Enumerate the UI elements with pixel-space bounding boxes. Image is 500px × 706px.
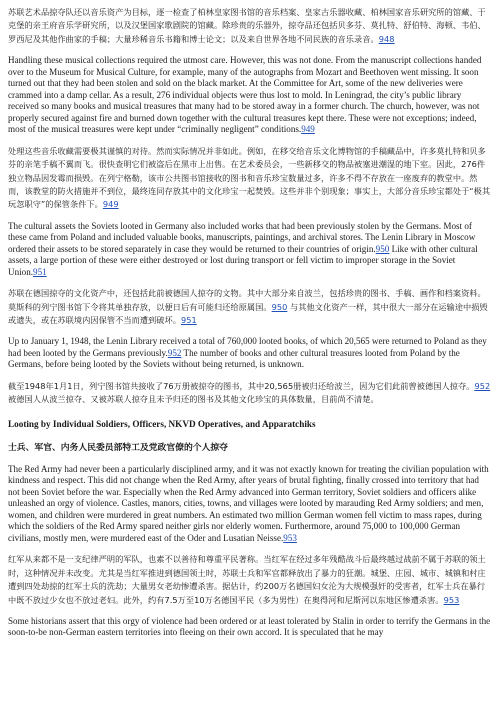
footnote-link[interactable]: 949 <box>301 124 315 135</box>
paragraph-zh-red-army <box>8 553 492 607</box>
footnote-link[interactable]: 951 <box>181 315 197 326</box>
paragraph-en-music-handling <box>8 55 492 136</box>
paragraph-text: 红军从来都不是一支纪律严明的军队，也素不以善待和尊重平民著称。当红军在经过多年残酷战斗后最终越过战前不属于苏联的领土时，这种情况并未改变。尤其是当红军推进到德国领土时，苏联士兵和军官都释放出了暴力的狂潮。城堡、庄园、城市、城镇和村庄遭到四处劫掠的红军士兵的洗劫；大量男女老幼惨遭杀害。据估计，约200万名德国妇女沦为大规模强奸的受害者，红军士兵在暴行中既不放过少女也不放过老妇。此外，约有7.5万至10万名德国平民（多为男性）在奥得河和尼斯河以东地区惨遭杀害。 <box>8 554 486 605</box>
footnote-link[interactable]: 951 <box>33 266 47 277</box>
footnote-link[interactable]: 953 <box>443 594 460 605</box>
paragraph-text: The Red Army had never been a particularly disciplined army, and it was not exactly known for treating the civilian population with kindness and respect. This did not change when the Red Army, after years of brutal fighting, finally crossed into territory that had not been Soviet before the war. Especially when the Red Army advanced into German territory, Soviet soldiers and officers alike unleashed an orgy of violence. Castles, manors, cities, towns, and villages were looted by marauding Red Army soldiers; and men, women, and children were murdered in great numbers. An estimated two million German women fell victim to mass rapes, during which the soldiers of the Red Army spared neither girls nor elderly women. Furthermore, around 75,000 to 100,000 German civilians, mostly men, were murdered east of the Oder and Lusatian Neisse. <box>8 463 489 543</box>
paragraph-text: 处理这些音乐收藏需要极其谨慎的对待。然而实际情况并非如此。例如，在移交给音乐文化博物馆的手稿藏品中，许多莫扎特和贝多芬的亲笔手稿不翼而飞。很快查明它们被盗后在黑市上出售。在艺术委员会，一些新移交的物品被塞进潮湿的地下室。因此，276件独立物品因发霉而损毁。在列宁格勒，该市公共图书馆接收的图书和音乐珍宝数量过多，许多不得不存放在一座废弃的教堂中。然而，该教堂的防火措施并不到位，最终连同存放其中的文化珍宝一起焚毁。这些并非个别现象；事实上，大部分音乐珍宝都处于“极其玩忽职守”的保管条件下。 <box>8 145 491 210</box>
paragraph-en-red-army <box>8 464 492 545</box>
section-heading-en: Looting by Individual Soldiers, Officers, NKVD Operatives, and Apparatchiks <box>8 418 316 429</box>
footnote-link[interactable]: 953 <box>283 532 297 543</box>
footnote-link[interactable]: 948 <box>378 33 395 44</box>
footnote-link[interactable]: 950 <box>375 243 390 254</box>
paragraph-en-lenin-library <box>8 336 492 371</box>
paragraph-text: The number of books and other cultural treasures looted from Poland by the Germans, before being looted by the Soviets without being returned, is unknown. <box>8 347 460 370</box>
paragraph-text: 苏联在德国掠夺的文化资产中，还包括此前被德国人掠夺的文物。其中大部分来自波兰，包括珍贵的图书、手稿、画作和档案资料。莫斯科的列宁图书馆下令将其单独存放，以便日后有可能归还给原属国。 <box>8 288 486 312</box>
paragraph-text: 苏联艺术品掠夺队还以音乐资产为目标，逐一检查了柏林皇家图书馆的音乐档案、皇家古乐器收藏、柏林国家音乐研究所的馆藏、于克堡的亲王府音乐学研究所，以及汉堡国家歌剧院的馆藏。除珍贵的乐器外，掠夺品还包括贝多芬、莫扎特、舒伯特、海顿、韦伯、罗西尼及其他作曲家的手稿；大量珍稀音乐书籍和博士论文；以及来自世界各地不同民族的音乐录音。 <box>8 7 486 44</box>
paragraph-text: 被德国人从波兰掠夺、又被苏联人掠夺且未予归还的图书及其他文化珍宝的具体数量，目前尚不清楚。 <box>8 394 379 405</box>
paragraph-text: 截至1948年1月1日，列宁图书馆共接收了76万册被掠夺的图书，其中20,565册被归还给波兰，因为它们此前曾被德国人掠夺。 <box>8 380 475 391</box>
paragraph-zh-music-looting <box>8 6 492 46</box>
paragraph-text: Some historians assert that this orgy of violence had been ordered or at least tolerated by Stalin in order to terrify the Germans in the soon-to-be non-German eastern territories into fleeing on their own accord. It is speculated that he may <box>8 615 491 638</box>
footnote-link[interactable]: 952 <box>167 347 182 358</box>
paragraph-zh-lenin-library <box>8 380 492 407</box>
paragraph-en-historians <box>8 616 492 639</box>
paragraph-zh-previously-stolen <box>8 287 492 327</box>
paragraph-zh-music-handling <box>8 145 492 212</box>
paragraph-text: Handling these musical collections required the utmost care. However, this was not done. From the manuscript collections handed over to the Museum for Musical Culture, for example, many of the autographs from Mozart and Beethoven went missing. It soon turned out that they had been stolen and sold on the black market. At the Committee for Art, some of the new deliveries were crammed into a damp cellar. As a result, 276 individual objects were thus lost to mold. In Leningrad, the city’s public library received so many books and musical treasures that many had to be stored away in a former church. The church, however, was not properly secured against fire and burned down together with the cultural treasures kept there. These were not exceptions; indeed, most of the musical treasures were kept under “criminally negligent” conditions. <box>8 55 482 135</box>
paragraph-text: Like with other cultural assets, a large portion of these were either destroyed or lost during transport or fell victim to improper storage in the Soviet Union. <box>8 243 478 277</box>
paragraph-en-previously-stolen <box>8 221 492 279</box>
footnote-link[interactable]: 949 <box>102 199 119 210</box>
section-heading-zh: 士兵、军官、内务人民委员部特工及党政官僚的个人掠夺 <box>8 442 228 453</box>
footnote-link[interactable]: 950 <box>271 301 288 312</box>
paragraph-text: Up to January 1, 1948, the Lenin Library received a total of 760,000 looted books, of which 20,565 were returned to Poland as they had been looted by the Germans previously. <box>8 336 487 358</box>
footnote-link[interactable]: 952 <box>474 380 491 391</box>
paragraph-text: The cultural assets the Soviets looted in Germany also included works that had been previously stolen by the Germans. Most of these came from Poland and included valuable books, manuscripts, paintings, and archival stores. The Lenin Library in Moscow ordered their assets to be stored separately in case they would be returned to their countries of origin. <box>8 220 476 254</box>
paragraph-text: 与其他文化资产一样，其中很大一部分在运输途中损毁或遗失，或在苏联境内因保管不当而遭到破坏。 <box>8 301 488 326</box>
